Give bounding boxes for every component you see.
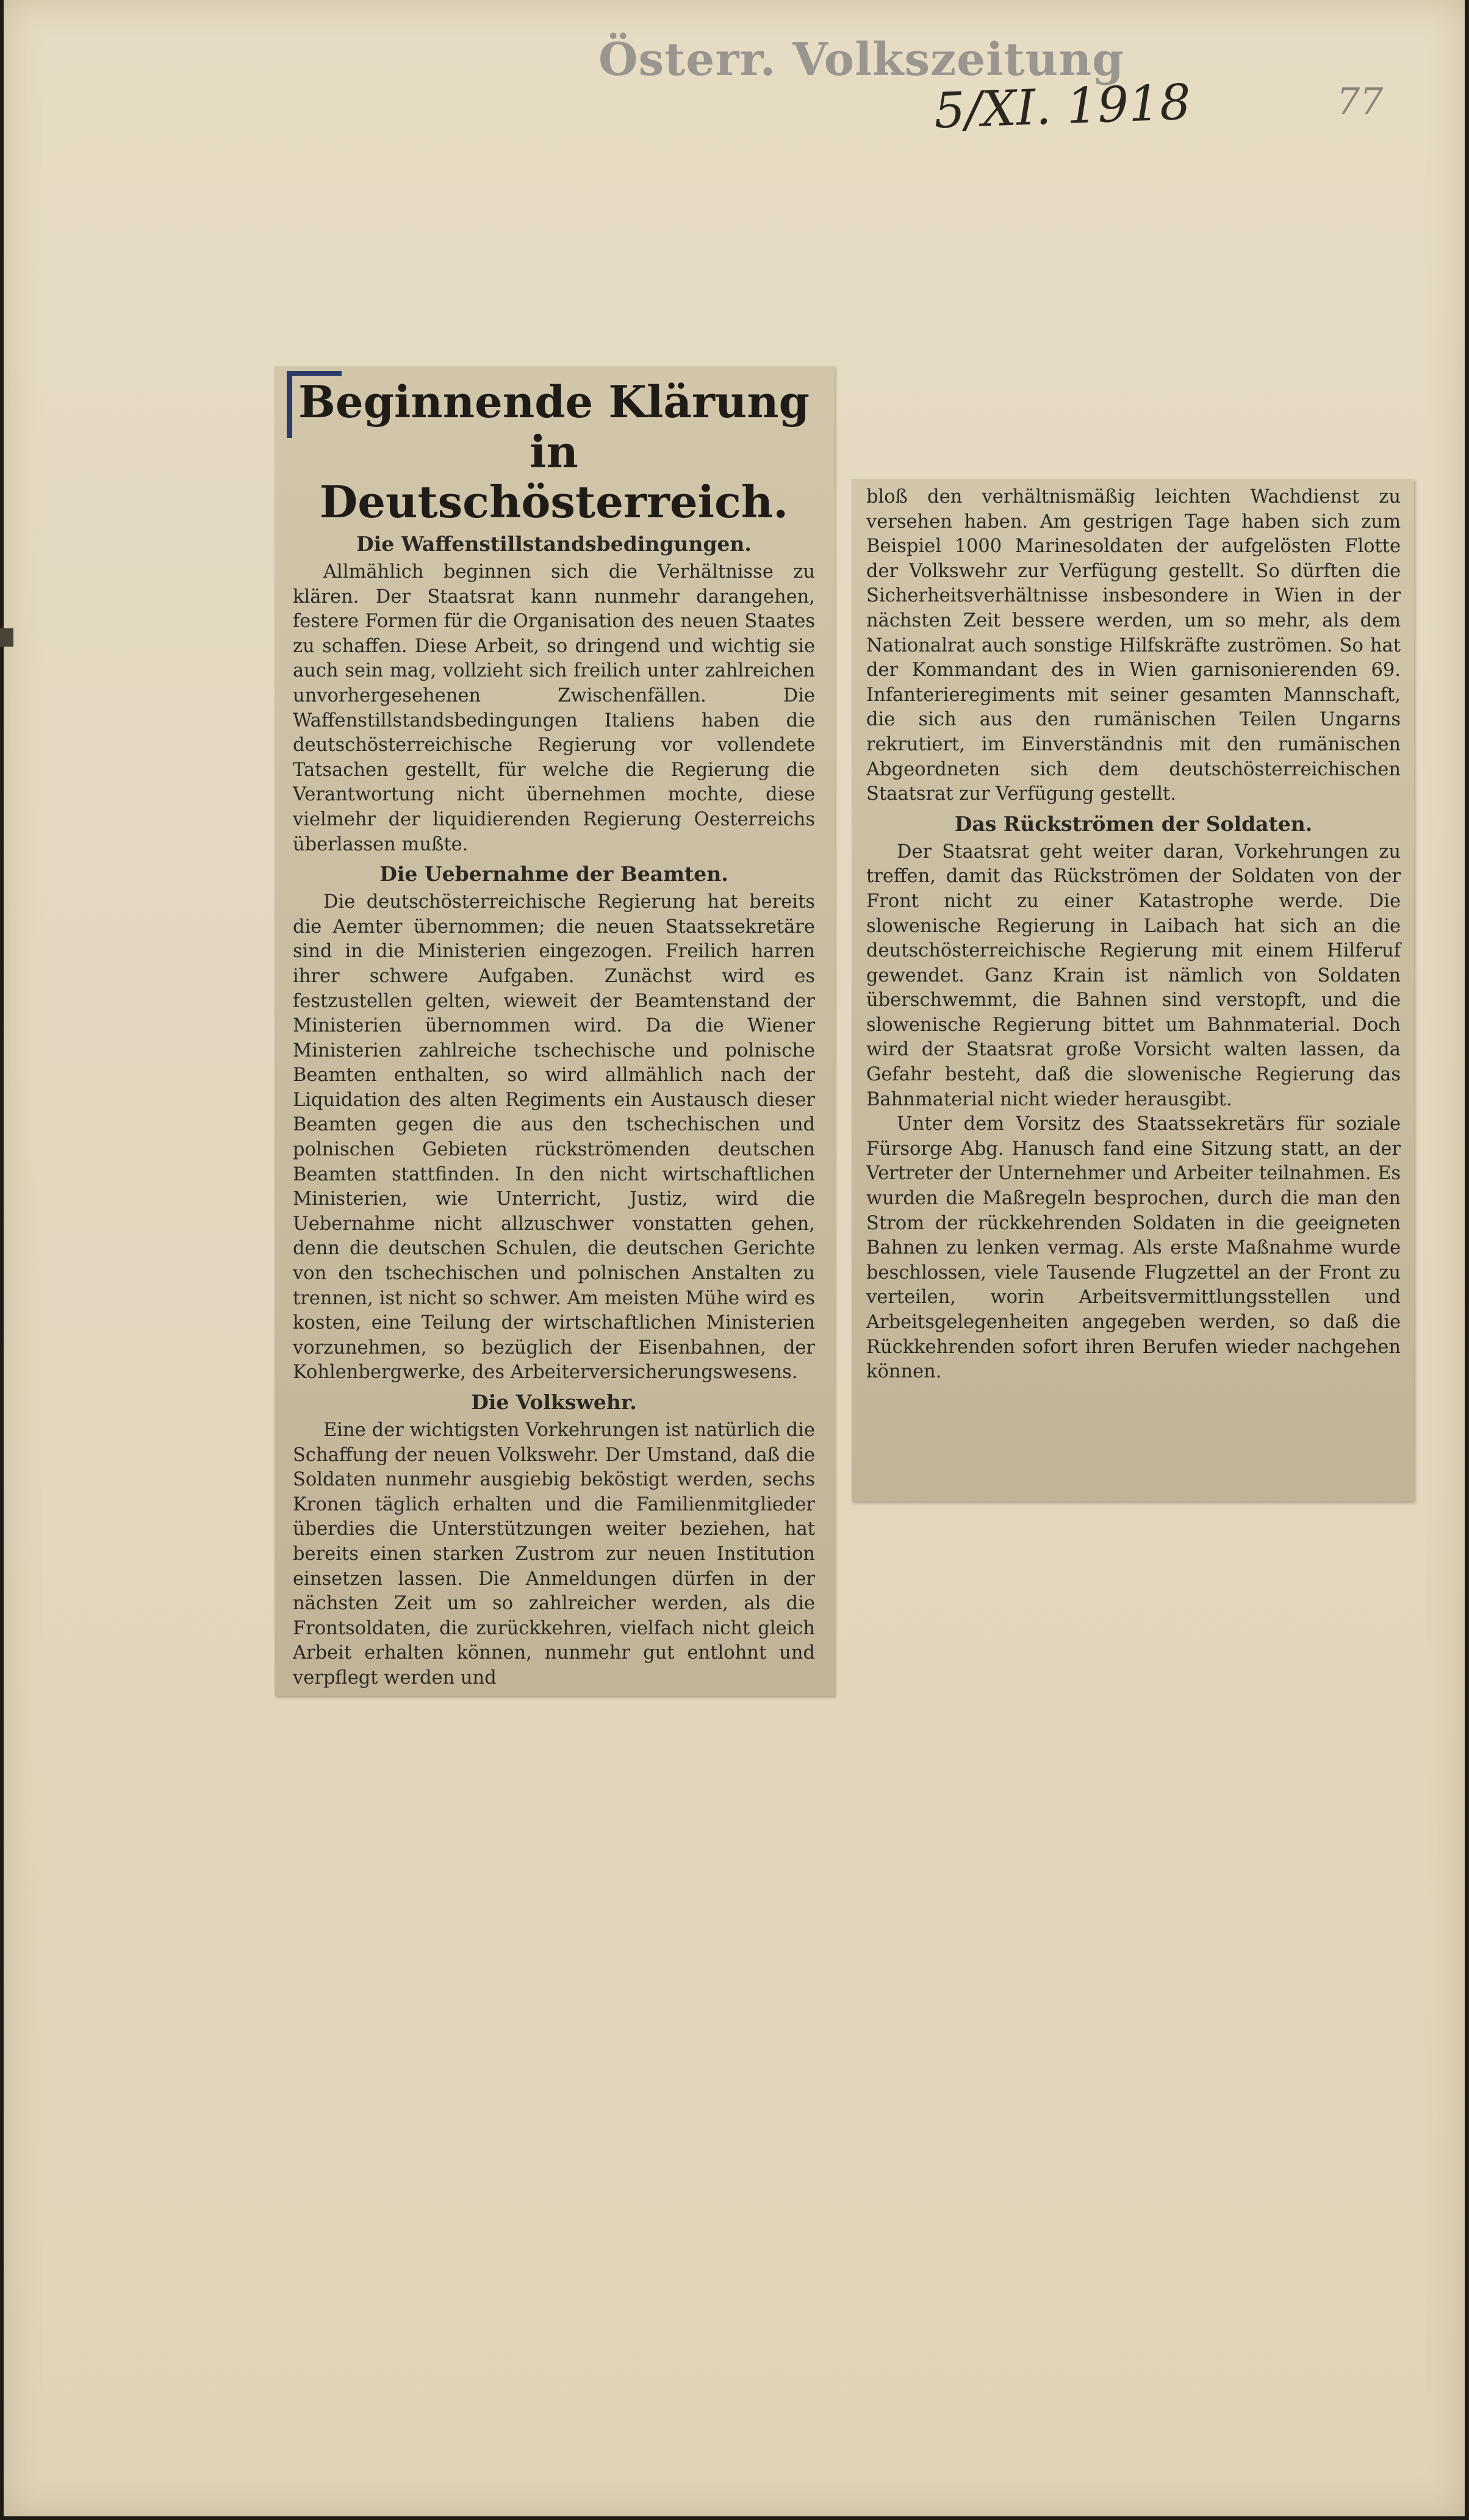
headline-line-2: Deutschösterreich. <box>319 476 789 528</box>
section-heading-2: Die Uebernahme der Beamten. <box>379 862 728 886</box>
clipping-left <box>275 366 835 1696</box>
headline <box>293 377 815 527</box>
section-text-3: Eine der wichtigsten Vorkehrungen ist natürlich die Schaffung der neuen Volkswehr. Der Umstand, daß die Soldaten nunmehr ausgiebig beköstigt werden, sechs Kronen täglich erhalten und die Familienmitglieder überdies die Unterstützungen weiter beziehen, hat bereits einen starken Zustrom zur neuen Institution einsetzen lassen. Die Anmeldungen dürfen in der nächsten Zeit um so zahlreicher werden, als die Frontsoldaten, die zurückkehren, vielfach nicht gleich Arbeit erhalten können, nunmehr gut entlohnt und verpflegt werden und <box>293 1420 815 1689</box>
section-text-2: Die deutschösterreichische Regierung hat bereits die Aemter übernommen; die neuen Staatssekretäre sind in die Ministerien eingezogen. Freilich harren ihrer schwere Aufgaben. Zunächst wird es festzustellen gelten, wieweit der Beamtenstand der Ministerien übernommen wird. Da die Wiener Ministerien zahlreiche tschechische und polnische Beamten enthalten, so wird allmählich nach der Liquidation des alten Regiments ein Austausch dieser Beamten gegen die aus den tschechischen und polnischen Gebieten rückströmenden deutschen Beamten stattfinden. In den nicht wirtschaftlichen Ministerien, wie Unterricht, Justiz, wird die Uebernahme nicht allzuschwer vonstatten gehen, denn die deutschen Schulen, die deutschen Gerichte von den tschechischen und polnischen Anstalten zu trennen, ist nicht so schwer. Am meisten Mühe wird es kosten, eine Teilung der wirtschaftlichen Ministerien vorzunehmen, so bezüglich der Eisenbahnen, der Kohlenbergwerke, des Arbeiterversicherungswesens. <box>293 891 815 1384</box>
section-heading-4: Das Rückströmen der Soldaten. <box>954 811 1313 836</box>
section-text-5: Unter dem Vorsitz des Staatssekretärs für soziale Fürsorge Abg. Hanusch fand eine Sitzung statt, an der Vertreter der Unternehmer und Arbeiter teilnahmen. Es wurden die Maßregeln besprochen, durch die man den Strom der rückkehrenden Soldaten in die geeigneten Bahnen zu lenken vermag. Als erste Maßnahme wurde beschlossen, viele Tausende Flugzettel an der Front zu verteilen, worin Arbeitsvermittlungsstellen und Arbeitsgelegenheiten angegeben werden, so daß die Rückkehrenden sofort ihren Berufen wieder nachgehen können. <box>866 1113 1401 1383</box>
continuation-text: bloß den verhältnismäßig leichten Wachdienst zu versehen haben. Am gestrigen Tage haben sich zum Beispiel 1000 Marinesoldaten der aufgelösten Flotte der Volkswehr zur Verfügung gestellt. So dürften die Sicherheitsverhältnisse insbesondere in Wien in der nächsten Zeit bessere werden, um so mehr, als dem Nationalrat auch sonstige Hilfskräfte zuströmen. So hat der Kommandant des in Wien garnisonierenden 69. Infanterieregiments mit seiner gesamten Mannschaft, die sich aus den rumänischen Teilen Ungarns rekrutiert, im Einverständnis mit den rumänischen Abgeordneten sich dem deutschösterreichischen Staatsrat zur Verfügung gestellt. <box>866 486 1401 805</box>
clipping-right <box>852 479 1414 1501</box>
section-heading-1: Die Waffenstillstandsbedingungen. <box>356 532 752 556</box>
pencil-mark <box>287 371 292 438</box>
section-text-1: Allmählich beginnen sich die Verhältnisse zu klären. Der Staatsrat kann nunmehr darangehen, festere Formen für die Organisation des neuen Staates zu schaffen. Diese Arbeit, so dringend und wichtig sie auch sein mag, vollzieht sich freilich unter zahlreichen unvorhergesehenen Zwischenfällen. Die Waffenstillstandsbedingungen Italiens haben die deutschösterreichische Regierung vor vollendete Tatsachen gestellt, für welche die Regierung die Verantwortung nicht übernehmen mochte, diese vielmehr der liquidierenden Regierung Oesterreichs überlassen mußte. <box>293 561 815 855</box>
section-text-4: Der Staatsrat geht weiter daran, Vorkehrungen zu treffen, damit das Rückströmen der Soldaten von der Front nicht zu einer Katastrophe werde. Die slowenische Regierung in Laibach hat sich an die deutschösterreichische Regierung mit einem Hilferuf gewendet. Ganz Krain ist nämlich von Soldaten überschwemmt, die Bahnen sind verstopft, und die slowenische Regierung bittet um Bahnmaterial. Doch wird der Staatsrat große Vorsicht walten lassen, da Gefahr besteht, daß die slowenische Regierung das Bahnmaterial nicht wieder herausgibt. <box>866 841 1401 1110</box>
handwritten-date: 5/XI. 1918 <box>933 73 1192 140</box>
headline-line-1: Beginnende Klärung in <box>298 376 810 478</box>
newspaper-stamp: Österr. Volkszeitung <box>598 34 1124 86</box>
pencil-mark-top <box>287 371 342 376</box>
folio-number: 77 <box>1337 81 1384 123</box>
edge-mark <box>0 628 13 647</box>
section-heading-3: Die Volkswehr. <box>471 1390 637 1414</box>
